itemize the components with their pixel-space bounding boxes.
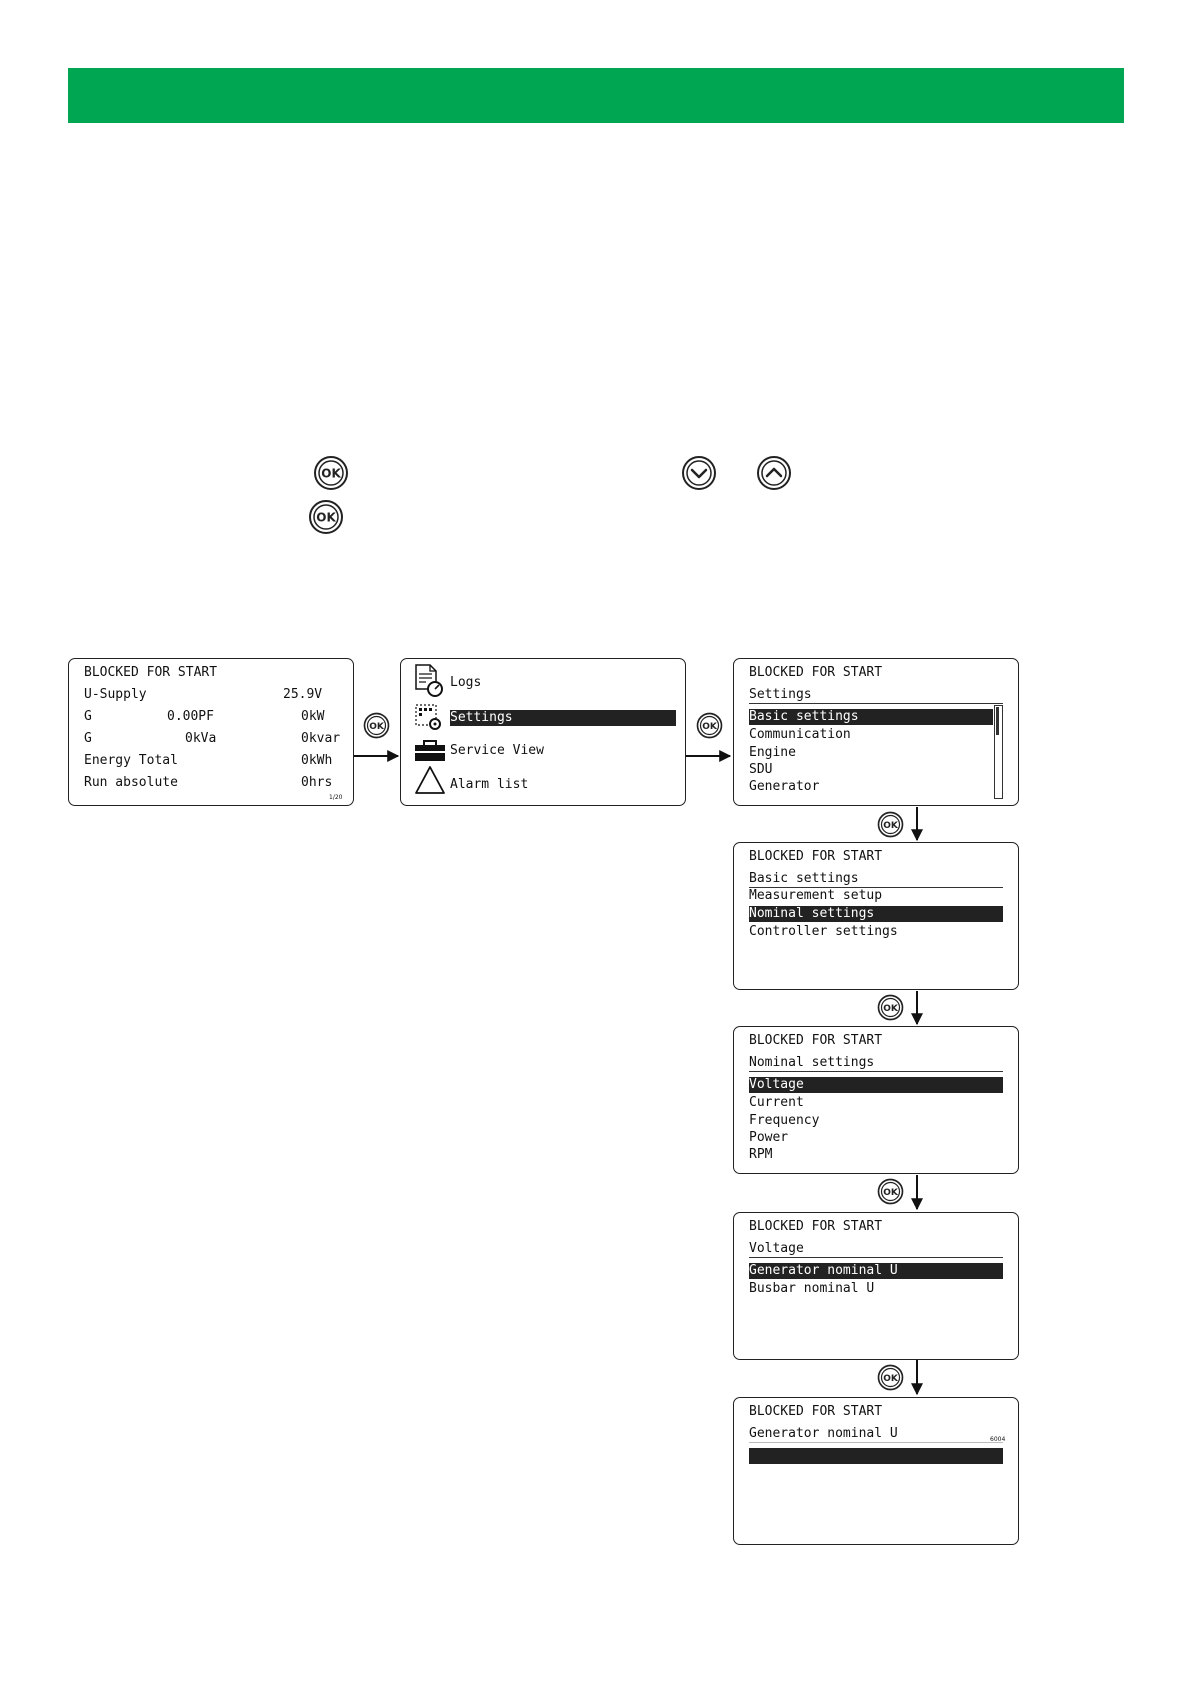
home-screen [68, 658, 354, 806]
list-item[interactable]: Communication [749, 727, 851, 742]
row-value: 0kW [301, 709, 325, 724]
screen-title: Nominal settings [749, 1055, 875, 1070]
row-value: 0kvar [301, 731, 341, 746]
toolbox-icon [414, 739, 446, 763]
svg-text:OK: OK [883, 1373, 898, 1384]
screen-title: Voltage [749, 1241, 804, 1256]
row-mid: 0.00PF [167, 709, 214, 724]
list-item[interactable]: Engine [749, 745, 796, 760]
page-indicator: 1/20 [329, 794, 343, 801]
list-item-selected[interactable]: Nominal settings [749, 906, 1003, 922]
title-divider [749, 1442, 1003, 1443]
list-item[interactable]: Busbar nominal U [749, 1281, 875, 1296]
title-divider [749, 703, 1003, 704]
list-item-selected[interactable]: Generator nominal U [749, 1263, 1003, 1279]
menu-item-service-view[interactable]: Service View [450, 743, 544, 758]
list-item[interactable]: RPM [749, 1147, 773, 1162]
voltage-screen [733, 1212, 1019, 1360]
ok-step-icon [877, 1178, 904, 1205]
logs-icon [414, 663, 444, 697]
ok-step-icon [877, 811, 904, 838]
svg-text:OK: OK [369, 721, 384, 732]
status-text: BLOCKED FOR START [84, 665, 218, 680]
scrollbar-thumb[interactable] [996, 707, 999, 735]
voltage-field[interactable] [749, 1448, 1003, 1495]
parameter-code: 6004 [990, 1436, 1006, 1443]
title-divider [749, 1071, 1003, 1072]
svg-text:OK: OK [883, 820, 898, 831]
row-label: Run absolute [84, 775, 178, 790]
row-value: 25.9V [283, 687, 323, 702]
settings-screen [733, 658, 1019, 806]
list-item[interactable]: Generator [749, 779, 820, 794]
list-item[interactable]: Measurement setup [749, 888, 883, 903]
row-mid: 0kVa [185, 731, 217, 746]
field-label: Voltage: [780, 1464, 843, 1479]
ok-step-icon [696, 712, 723, 739]
row-label: U-Supply [84, 687, 147, 702]
row-value: 0hrs [301, 775, 333, 790]
row-value: 0kWh [301, 753, 333, 768]
svg-text:OK: OK [316, 510, 336, 525]
title-divider [749, 1257, 1003, 1258]
list-item[interactable]: Power [749, 1130, 789, 1145]
list-item[interactable]: Current [749, 1095, 804, 1110]
svg-text:OK: OK [321, 466, 341, 481]
svg-text:OK: OK [883, 1003, 898, 1014]
menu-item-settings[interactable]: Settings [450, 710, 676, 726]
status-text: BLOCKED FOR START [749, 1219, 883, 1234]
generator-nominal-u-screen [733, 1397, 1019, 1545]
status-text: BLOCKED FOR START [749, 1404, 883, 1419]
main-menu-screen [400, 658, 686, 806]
status-text: BLOCKED FOR START [749, 665, 883, 680]
row-label: G [84, 731, 92, 746]
list-item-selected[interactable]: Voltage [749, 1077, 1003, 1093]
svg-text:OK: OK [883, 1187, 898, 1198]
status-text: BLOCKED FOR START [749, 1033, 883, 1048]
nominal-settings-screen [733, 1026, 1019, 1174]
ok-step-icon [363, 712, 390, 739]
list-item[interactable]: Controller settings [749, 924, 898, 939]
list-item[interactable]: Frequency [749, 1113, 820, 1128]
field-value: 400V [794, 1480, 826, 1495]
screen-title: Basic settings [749, 871, 859, 886]
status-text: BLOCKED FOR START [749, 849, 883, 864]
ok-step-icon [877, 1364, 904, 1391]
settings-icon [414, 703, 444, 733]
screen-title: Settings [749, 687, 812, 702]
row-label: Energy Total [84, 753, 178, 768]
list-item[interactable]: SDU [749, 762, 773, 777]
row-label: G [84, 709, 92, 724]
basic-settings-screen [733, 842, 1019, 990]
list-item-selected[interactable]: Basic settings [749, 709, 993, 725]
menu-item-logs[interactable]: Logs [450, 675, 482, 690]
ok-step-icon [877, 994, 904, 1021]
menu-item-alarm-list[interactable]: Alarm list [450, 777, 529, 792]
screen-title: Generator nominal U [749, 1426, 898, 1441]
warning-triangle-icon [414, 765, 446, 795]
svg-text:OK: OK [702, 721, 717, 732]
